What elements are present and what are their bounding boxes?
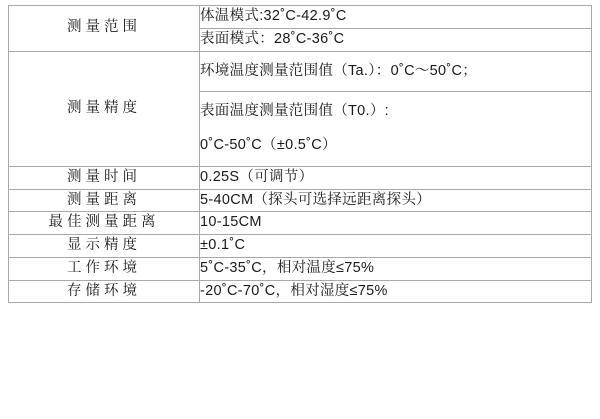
- table-row: [9, 280, 592, 303]
- table-row: [9, 189, 592, 212]
- spec-label-operating-environment: 工作环境: [9, 257, 200, 280]
- spec-value-operating-environment: 5˚C-35˚C，相对温度≤75%: [200, 257, 592, 280]
- specification-table: [8, 5, 592, 303]
- table-row: [9, 166, 592, 189]
- table-row: [9, 212, 592, 235]
- specification-table-container: [8, 5, 592, 303]
- spec-label-measurement-accuracy: 测量精度: [9, 51, 200, 166]
- table-row: [9, 235, 592, 258]
- spec-value-optimal-distance: 10-15CM: [200, 212, 592, 235]
- table-row: [9, 51, 592, 92]
- spec-value-measurement-time: 0.25S（可调节）: [200, 166, 592, 189]
- spec-value-surface-range-line2: 0˚C-50˚C（±0.5˚C）: [200, 137, 337, 153]
- spec-value-measurement-distance: 5-40CM（探头可选择远距离探头）: [200, 189, 592, 212]
- spec-label-measurement-distance: 测量距离: [9, 189, 200, 212]
- spec-value-ambient-range: 环境温度测量范围值（Ta.）：0˚C～50˚C；: [200, 51, 592, 92]
- spec-value-surface-mode: 表面模式：28˚C-36˚C: [200, 28, 592, 51]
- spec-label-display-accuracy: 显示精度: [9, 235, 200, 258]
- specification-table-body: [9, 6, 592, 303]
- spec-value-display-accuracy: ±0.1˚C: [200, 235, 592, 258]
- table-row: [9, 6, 592, 29]
- spec-label-measurement-range: 测量范围: [9, 6, 200, 52]
- spec-value-surface-range-line1: 表面温度测量范围值（T0.）:: [200, 103, 389, 120]
- spec-label-optimal-distance: 最佳测量距离: [9, 212, 200, 235]
- spec-value-storage-environment: -20˚C-70˚C，相对湿度≤75%: [200, 280, 592, 303]
- table-row: [9, 257, 592, 280]
- spec-value-surface-range: [200, 92, 592, 167]
- spec-value-body-mode: 体温模式:32˚C-42.9˚C: [200, 6, 592, 29]
- spec-label-measurement-time: 测量时间: [9, 166, 200, 189]
- spec-label-storage-environment: 存储环境: [9, 280, 200, 303]
